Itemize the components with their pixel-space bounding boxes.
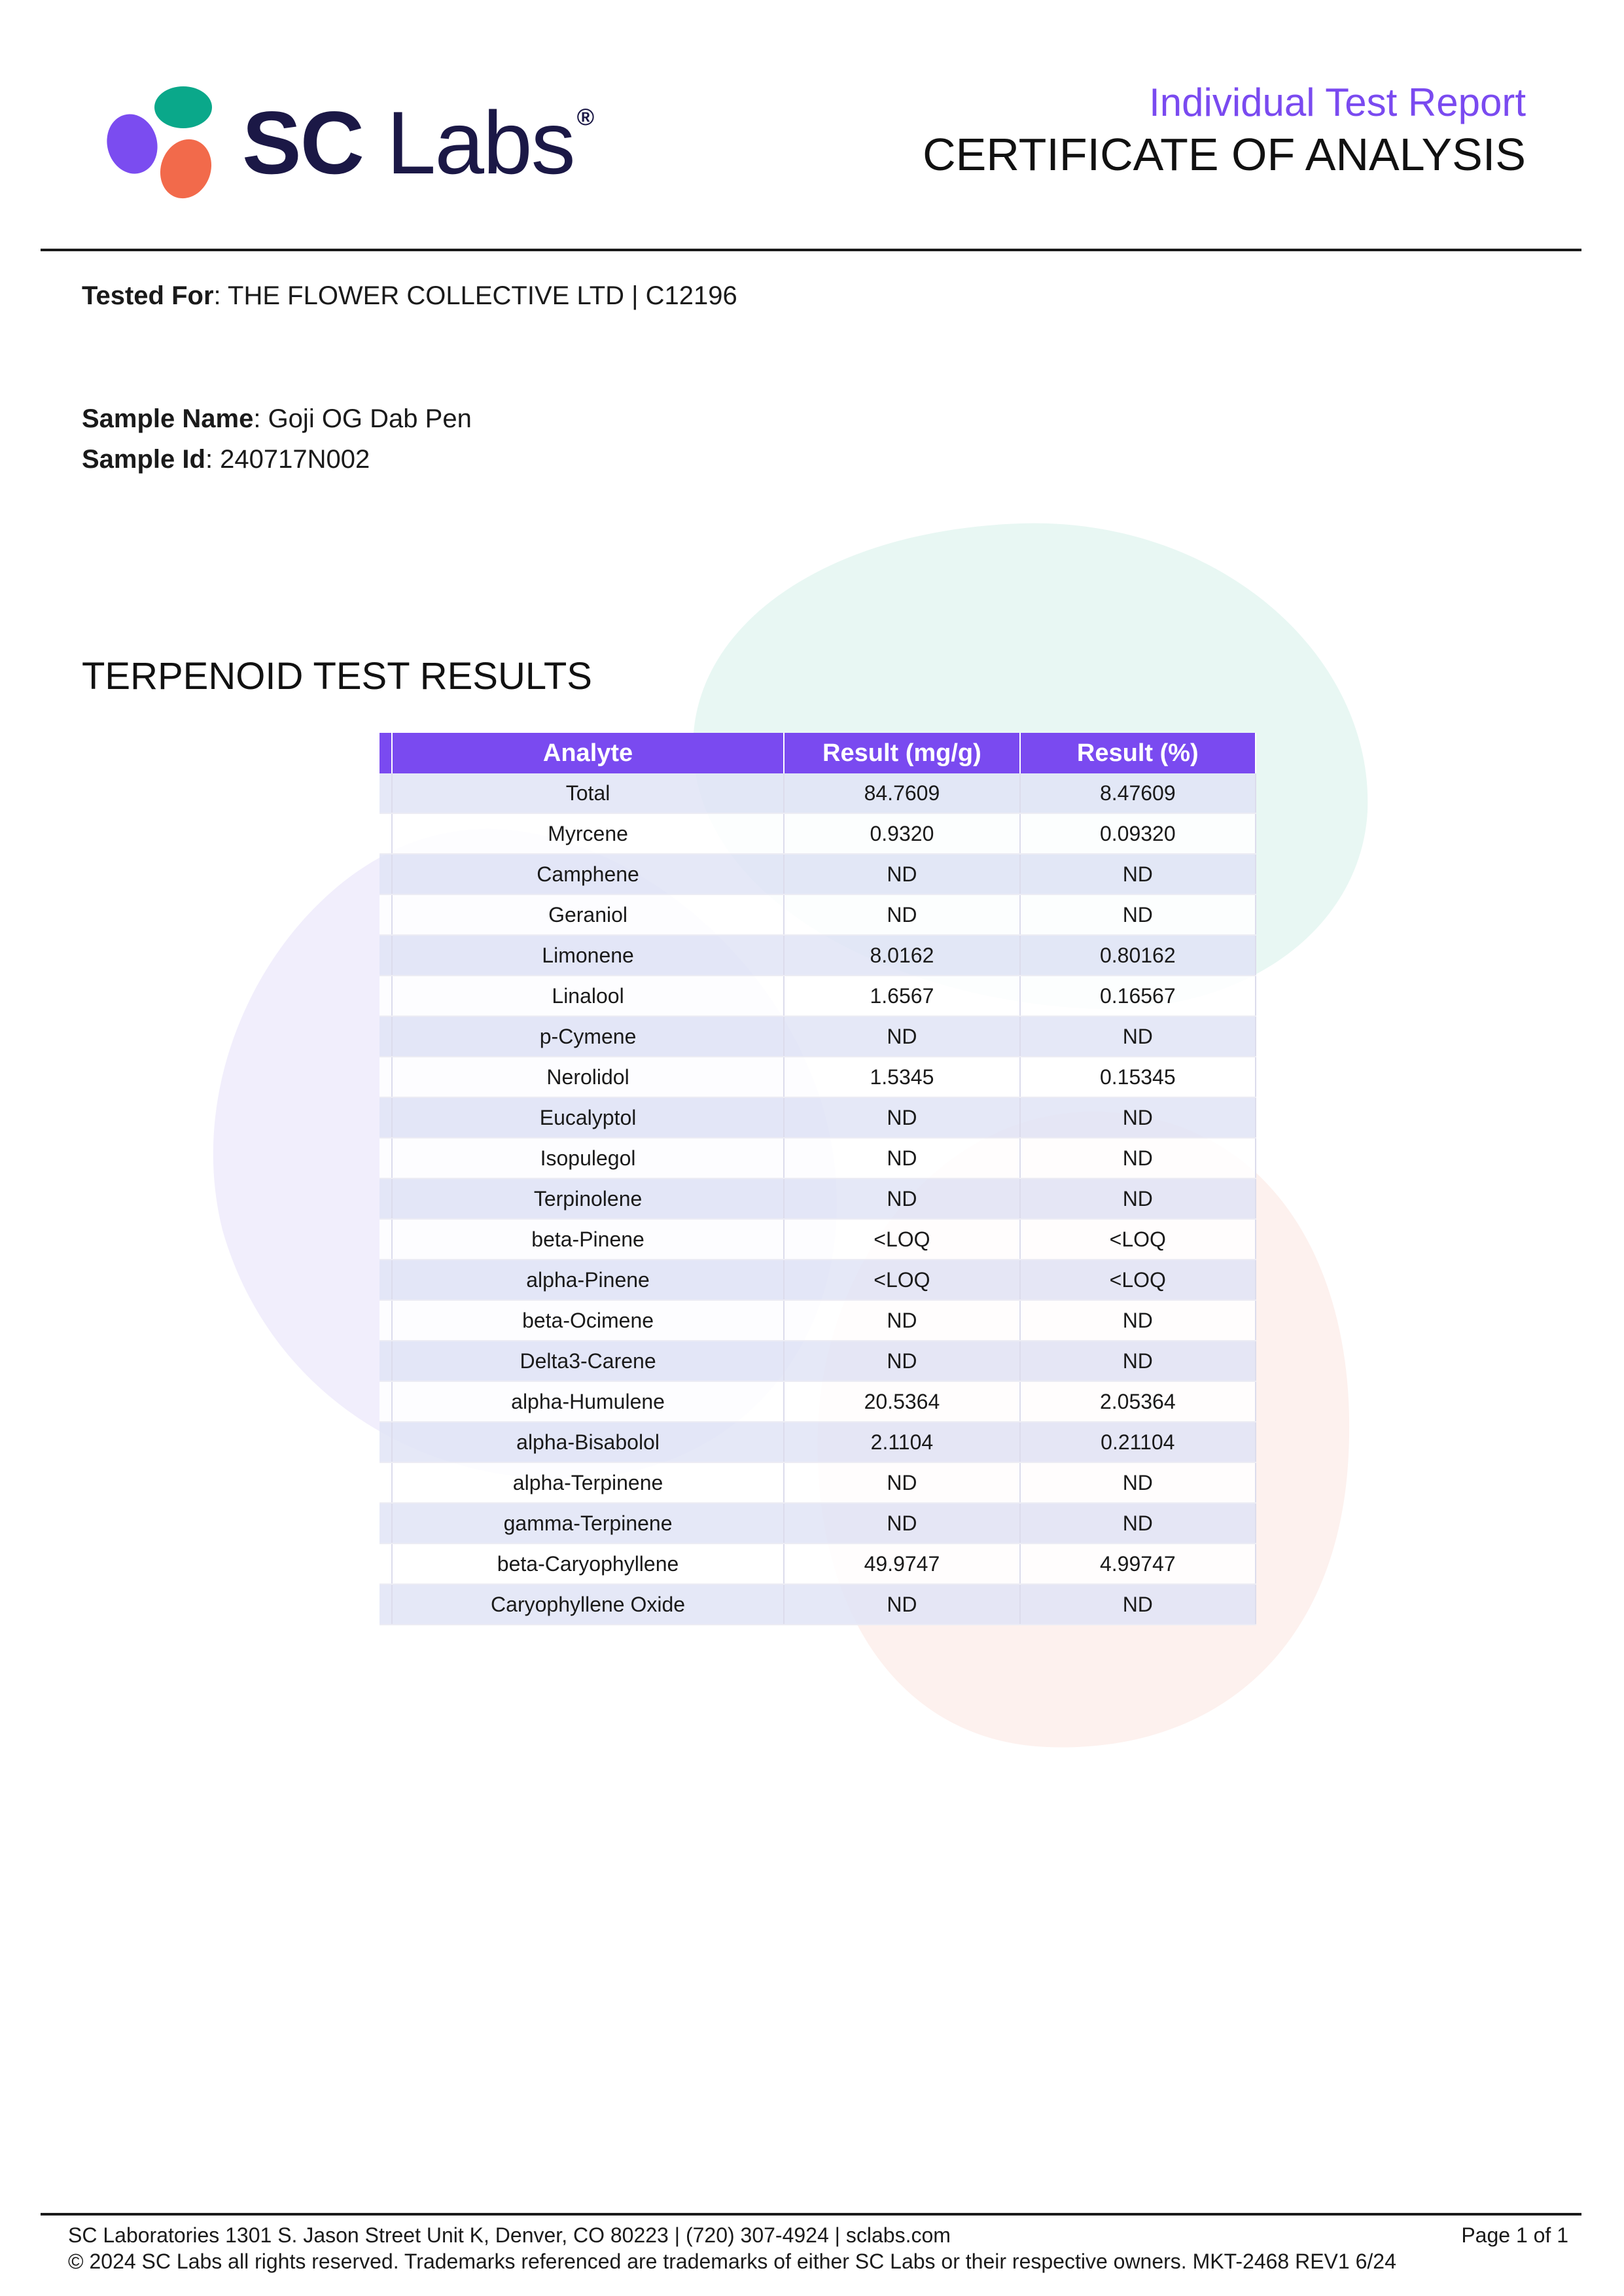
brand-name-bold: SC [242, 93, 363, 192]
row-lead-cell [380, 1300, 392, 1341]
row-lead-cell [380, 1544, 392, 1584]
logo-orange-shape [152, 132, 220, 205]
result-percent-cell: ND [1020, 894, 1256, 935]
result-mg-g-cell: ND [784, 1462, 1019, 1503]
table-body [380, 773, 1256, 1625]
result-percent-cell: ND [1020, 1138, 1256, 1178]
result-percent-cell: 8.47609 [1020, 773, 1256, 813]
header-result-mg-g: Result (mg/g) [784, 733, 1019, 773]
analyte-cell: Caryophyllene Oxide [392, 1584, 784, 1625]
registered-mark: ® [576, 103, 593, 130]
tested-for-value: : THE FLOWER COLLECTIVE LTD | C12196 [213, 281, 737, 310]
result-percent-cell: <LOQ [1020, 1260, 1256, 1300]
result-mg-g-cell: ND [784, 1300, 1019, 1341]
result-mg-g-cell: 84.7609 [784, 773, 1019, 813]
analyte-cell: Myrcene [392, 813, 784, 854]
report-type: Individual Test Report [1149, 80, 1526, 124]
report-title: CERTIFICATE OF ANALYSIS [923, 129, 1526, 180]
result-percent-cell: 0.09320 [1020, 813, 1256, 854]
analyte-cell: alpha-Terpinene [392, 1462, 784, 1503]
footer-copyright: © 2024 SC Labs all rights reserved. Trademarks referenced are trademarks of either SC Labs or their respective owners. MKT-2468 REV1 6/24 [68, 2250, 1396, 2273]
row-lead-cell [380, 1462, 392, 1503]
result-percent-cell: ND [1020, 1584, 1256, 1625]
table-row [380, 1260, 1256, 1300]
result-mg-g-cell: ND [784, 854, 1019, 894]
row-lead-cell [380, 1138, 392, 1178]
table-row [380, 1503, 1256, 1544]
row-lead-cell [380, 813, 392, 854]
sample-name-label: Sample Name [82, 404, 254, 433]
table-row [380, 1422, 1256, 1462]
analyte-cell: gamma-Terpinene [392, 1503, 784, 1544]
table-row [380, 1219, 1256, 1260]
result-mg-g-cell: 1.5345 [784, 1057, 1019, 1097]
analyte-cell: Camphene [392, 854, 784, 894]
header-lead-cell [380, 733, 392, 773]
sample-name-value: : Goji OG Dab Pen [253, 404, 472, 433]
table-header-row [380, 733, 1256, 773]
table-row [380, 773, 1256, 813]
analyte-cell: alpha-Bisabolol [392, 1422, 784, 1462]
table-row [380, 935, 1256, 976]
tested-for-label: Tested For [82, 281, 214, 310]
result-mg-g-cell: 8.0162 [784, 935, 1019, 976]
result-mg-g-cell: ND [784, 1503, 1019, 1544]
header-analyte: Analyte [392, 733, 784, 773]
result-percent-cell: 0.80162 [1020, 935, 1256, 976]
row-lead-cell [380, 1219, 392, 1260]
result-percent-cell: ND [1020, 1016, 1256, 1057]
section-title: TERPENOID TEST RESULTS [82, 655, 592, 698]
table-row [380, 854, 1256, 894]
table-row [380, 1016, 1256, 1057]
result-mg-g-cell: ND [784, 1178, 1019, 1219]
result-percent-cell: ND [1020, 1300, 1256, 1341]
sample-id-label: Sample Id [82, 445, 205, 474]
sample-id [82, 445, 370, 474]
analyte-cell: Total [392, 773, 784, 813]
header-result-percent: Result (%) [1020, 733, 1256, 773]
table-row [380, 1057, 1256, 1097]
logo-purple-shape [105, 109, 164, 180]
row-lead-cell [380, 894, 392, 935]
sample-name [82, 404, 472, 434]
analyte-cell: beta-Caryophyllene [392, 1544, 784, 1584]
result-percent-cell: 4.99747 [1020, 1544, 1256, 1584]
result-mg-g-cell: 49.9747 [784, 1544, 1019, 1584]
footer-divider [41, 2213, 1581, 2216]
table-row [380, 1341, 1256, 1381]
result-mg-g-cell: ND [784, 1584, 1019, 1625]
result-percent-cell: ND [1020, 854, 1256, 894]
footer-address: SC Laboratories 1301 S. Jason Street Unit K, Denver, CO 80223 | (720) 307-4924 | sclabs.com [68, 2223, 951, 2247]
analyte-cell: beta-Pinene [392, 1219, 784, 1260]
brand-name-light: Labs [386, 93, 574, 192]
tested-for [82, 281, 737, 311]
table-row [380, 1138, 1256, 1178]
result-percent-cell: 0.16567 [1020, 976, 1256, 1016]
row-lead-cell [380, 1260, 392, 1300]
result-mg-g-cell: 20.5364 [784, 1381, 1019, 1422]
result-percent-cell: 0.21104 [1020, 1422, 1256, 1462]
row-lead-cell [380, 1016, 392, 1057]
analyte-cell: Limonene [392, 935, 784, 976]
terpenoid-results-table [380, 733, 1256, 1625]
result-mg-g-cell: 0.9320 [784, 813, 1019, 854]
result-percent-cell: 0.15345 [1020, 1057, 1256, 1097]
sc-labs-logo-icon [105, 84, 236, 208]
result-percent-cell: ND [1020, 1462, 1256, 1503]
analyte-cell: Isopulegol [392, 1138, 784, 1178]
result-percent-cell: 2.05364 [1020, 1381, 1256, 1422]
row-lead-cell [380, 1422, 392, 1462]
table-row [380, 1544, 1256, 1584]
result-percent-cell: <LOQ [1020, 1219, 1256, 1260]
analyte-cell: alpha-Pinene [392, 1260, 784, 1300]
analyte-cell: Geraniol [392, 894, 784, 935]
analyte-cell: Eucalyptol [392, 1097, 784, 1138]
sample-id-value: : 240717N002 [205, 445, 370, 474]
brand-wordmark [242, 92, 593, 194]
table-row [380, 894, 1256, 935]
header-divider [41, 249, 1581, 251]
analyte-cell: Linalool [392, 976, 784, 1016]
analyte-cell: beta-Ocimene [392, 1300, 784, 1341]
result-percent-cell: ND [1020, 1097, 1256, 1138]
row-lead-cell [380, 976, 392, 1016]
result-mg-g-cell: ND [784, 1016, 1019, 1057]
analyte-cell: p-Cymene [392, 1016, 784, 1057]
table-row [380, 1381, 1256, 1422]
analyte-cell: alpha-Humulene [392, 1381, 784, 1422]
result-mg-g-cell: 1.6567 [784, 976, 1019, 1016]
table-row [380, 1178, 1256, 1219]
row-lead-cell [380, 935, 392, 976]
table-row [380, 1584, 1256, 1625]
analyte-cell: Nerolidol [392, 1057, 784, 1097]
table-row [380, 813, 1256, 854]
result-percent-cell: ND [1020, 1503, 1256, 1544]
table-row [380, 1097, 1256, 1138]
row-lead-cell [380, 1097, 392, 1138]
result-percent-cell: ND [1020, 1341, 1256, 1381]
analyte-cell: Terpinolene [392, 1178, 784, 1219]
table-row [380, 1462, 1256, 1503]
row-lead-cell [380, 773, 392, 813]
result-mg-g-cell: <LOQ [784, 1260, 1019, 1300]
result-mg-g-cell: <LOQ [784, 1219, 1019, 1260]
row-lead-cell [380, 1341, 392, 1381]
table-row [380, 976, 1256, 1016]
logo-green-shape [154, 86, 212, 128]
analyte-cell: Delta3-Carene [392, 1341, 784, 1381]
result-mg-g-cell: ND [784, 1097, 1019, 1138]
row-lead-cell [380, 854, 392, 894]
result-mg-g-cell: ND [784, 894, 1019, 935]
row-lead-cell [380, 1584, 392, 1625]
result-mg-g-cell: ND [784, 1341, 1019, 1381]
row-lead-cell [380, 1057, 392, 1097]
result-percent-cell: ND [1020, 1178, 1256, 1219]
result-mg-g-cell: ND [784, 1138, 1019, 1178]
row-lead-cell [380, 1178, 392, 1219]
row-lead-cell [380, 1503, 392, 1544]
table-row [380, 1300, 1256, 1341]
row-lead-cell [380, 1381, 392, 1422]
page-number: Page 1 of 1 [1461, 2223, 1568, 2247]
result-mg-g-cell: 2.1104 [784, 1422, 1019, 1462]
